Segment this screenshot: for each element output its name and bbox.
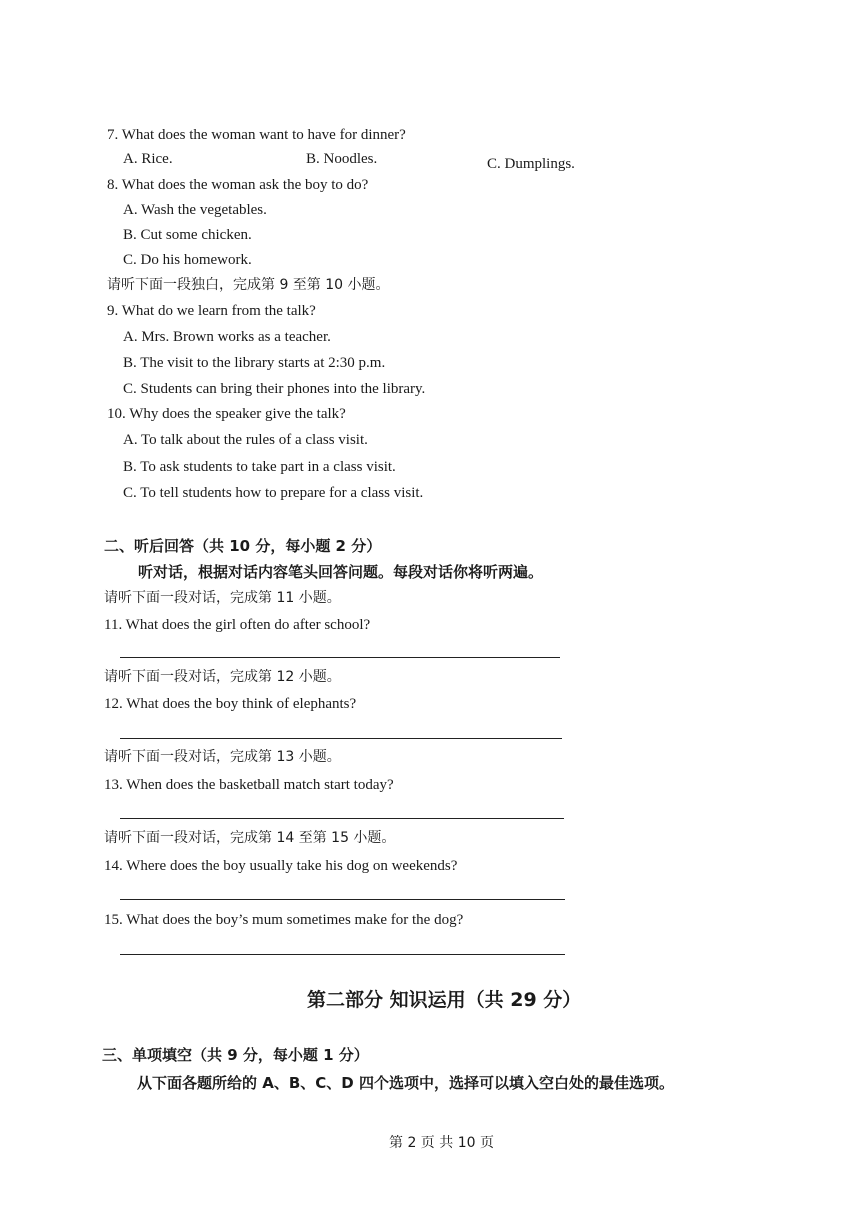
q13-stem: 13. When does the basketball match start today? <box>104 777 394 793</box>
q9-option-b: B. The visit to the library starts at 2:30 p.m. <box>123 355 386 371</box>
q12-stem: 12. What does the boy think of elephants? <box>104 696 357 712</box>
q8-option-a: A. Wash the vegetables. <box>123 202 267 218</box>
section-2-directions: 听对话，根据对话内容笔头回答问题。每段对话你将听两遍。 <box>138 563 544 581</box>
q8-option-c: C. Do his homework. <box>123 252 252 268</box>
q9-stem: 9. What do we learn from the talk? <box>107 303 316 319</box>
section-3-directions: 从下面各题所给的 A、B、C、D 四个选项中，选择可以填入空白处的最佳选项。 <box>137 1074 674 1092</box>
q7-option-b: B. Noodles. <box>306 151 378 167</box>
q10-option-a: A. To talk about the rules of a class visit. <box>123 432 368 448</box>
q10-option-c: C. To tell students how to prepare for a class visit. <box>123 485 424 501</box>
instruction-13: 请听下面一段对话，完成第 13 小题。 <box>104 749 341 765</box>
q11-stem: 11. What does the girl often do after school? <box>104 617 371 633</box>
q10-option-b: B. To ask students to take part in a class visit. <box>123 459 396 475</box>
q9-option-a: A. Mrs. Brown works as a teacher. <box>123 329 331 345</box>
q7-stem: 7. What does the woman want to have for dinner? <box>107 127 406 143</box>
q10-stem: 10. Why does the speaker give the talk? <box>107 406 346 422</box>
part-2-title: 第二部分 知识运用（共 29 分） <box>307 989 582 1011</box>
q11-answer-line[interactable] <box>120 657 560 658</box>
q13-answer-line[interactable] <box>120 818 564 819</box>
q8-option-b: B. Cut some chicken. <box>123 227 252 243</box>
instruction-11: 请听下面一段对话，完成第 11 小题。 <box>104 590 341 606</box>
section-2-title: 二、听后回答（共 10 分，每小题 2 分） <box>104 537 382 555</box>
instruction-12: 请听下面一段对话，完成第 12 小题。 <box>104 669 341 685</box>
q14-stem: 14. Where does the boy usually take his dog on weekends? <box>104 858 458 874</box>
q15-answer-line[interactable] <box>120 954 565 955</box>
section-3-title: 三、单项填空（共 9 分，每小题 1 分） <box>102 1046 369 1064</box>
q7-option-a: A. Rice. <box>123 151 173 167</box>
q9-option-c: C. Students can bring their phones into the library. <box>123 381 426 397</box>
q12-answer-line[interactable] <box>120 738 562 739</box>
q15-stem: 15. What does the boy’s mum sometimes make for the dog? <box>104 912 464 928</box>
instruction-14-15: 请听下面一段对话，完成第 14 至第 15 小题。 <box>104 830 396 846</box>
page-footer: 第 2 页 共 10 页 <box>389 1135 494 1151</box>
instruction-9-10: 请听下面一段独白，完成第 9 至第 10 小题。 <box>107 277 390 293</box>
q8-stem: 8. What does the woman ask the boy to do? <box>107 177 369 193</box>
q7-option-c: C. Dumplings. <box>487 156 575 172</box>
q14-answer-line[interactable] <box>120 899 565 900</box>
